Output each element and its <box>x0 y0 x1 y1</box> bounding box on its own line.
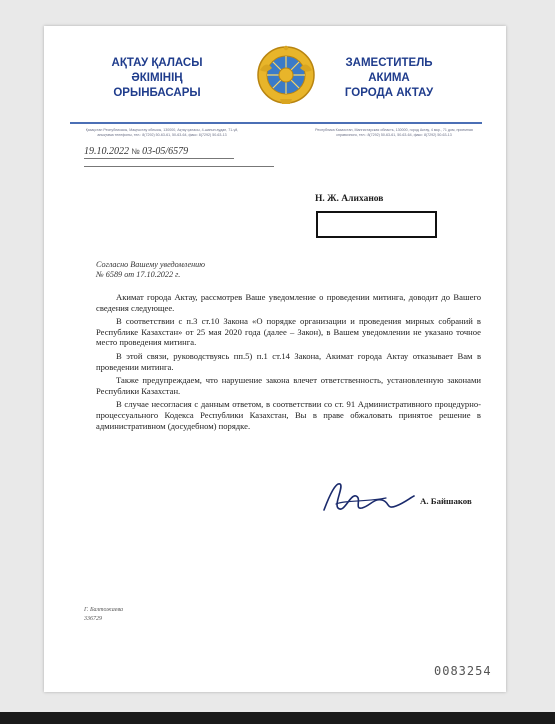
body-paragraph: В этой связи, руководствуясь пп.5) п.1 ст.14 Закона, Акимат города Актау отказывает Вам в проведении митинга. <box>96 350 481 372</box>
org-name-russian: ЗАМЕСТИТЕЛЬ АКИМА ГОРОДА АКТАУ <box>344 57 434 99</box>
bottom-edge <box>0 712 555 724</box>
registration-date: 19.10.2022 <box>84 146 129 157</box>
body-paragraph: Также предупреждаем, что нарушение закона влечет ответственность, установленную законами Республики Казахстан. <box>96 375 481 396</box>
body-paragraph: В соответствии с п.3 ст.10 Закона «О порядке организации и проведения мирных собраний в Республике Казахстан» от 25 мая 2020 года (далее – Закон), в Вашем уведомлении не указано точное место проведения митинга. <box>96 316 481 348</box>
body-paragraph: Акимат города Актау, рассмотрев Ваше уведомление о проведении митинга, доводит до Вашего сведения следующее. <box>96 292 481 313</box>
registration-line <box>84 146 188 157</box>
address-kazakh: Қазақстан Республикасы, Маңғыстау облысы, 130000, Ақтау қаласы, 4-шағын аудан, 71-үй, анықтама телефоны, тел.: 8(7292) 50-63-61, 50-63-64, факс: 8(7292) 50-63-13 <box>85 128 239 137</box>
letter-page <box>44 26 506 692</box>
registration-number: 03-05/6579 <box>142 146 189 157</box>
signer-name: А. Байшаков <box>420 496 472 506</box>
registration-prefix: № <box>131 147 140 156</box>
letter-body <box>96 292 481 434</box>
org-name-kazakh: АҚТАУ ҚАЛАСЫ ӘКІМІНІҢ ОРЫНБАСАРЫ <box>111 57 203 99</box>
body-paragraph: В случае несогласия с данным ответом, в соответствии со ст. 91 Административного процедурно-процессуального Кодекса Республики Казахстан, Вы в праве обжаловать принятое решение в административном (досудебном) порядке. <box>96 399 481 431</box>
handwritten-signature <box>316 474 416 518</box>
state-emblem-icon <box>256 44 316 106</box>
registration-underline-second <box>84 166 274 167</box>
header-divider <box>70 122 482 124</box>
executor-info: Г. Балтожаева 336729 <box>84 607 124 622</box>
addressee-name: Н. Ж. Алиханов <box>315 194 384 204</box>
address-russian: Республика Казахстан, Мангистауская область, 130000, город Актау, 4 мкр., 71 дом, приемная справочного, тел.: 8(7292) 50-63-61, 50-63-64, факс: 8(7292) 50-63-13 <box>315 128 473 137</box>
reference-note: Согласно Вашему уведомлению № 6589 от 17.10.2022 г. <box>96 260 206 279</box>
redacted-box <box>316 211 437 238</box>
registration-underline <box>84 158 234 159</box>
document-serial-number: 0083254 <box>434 664 492 678</box>
